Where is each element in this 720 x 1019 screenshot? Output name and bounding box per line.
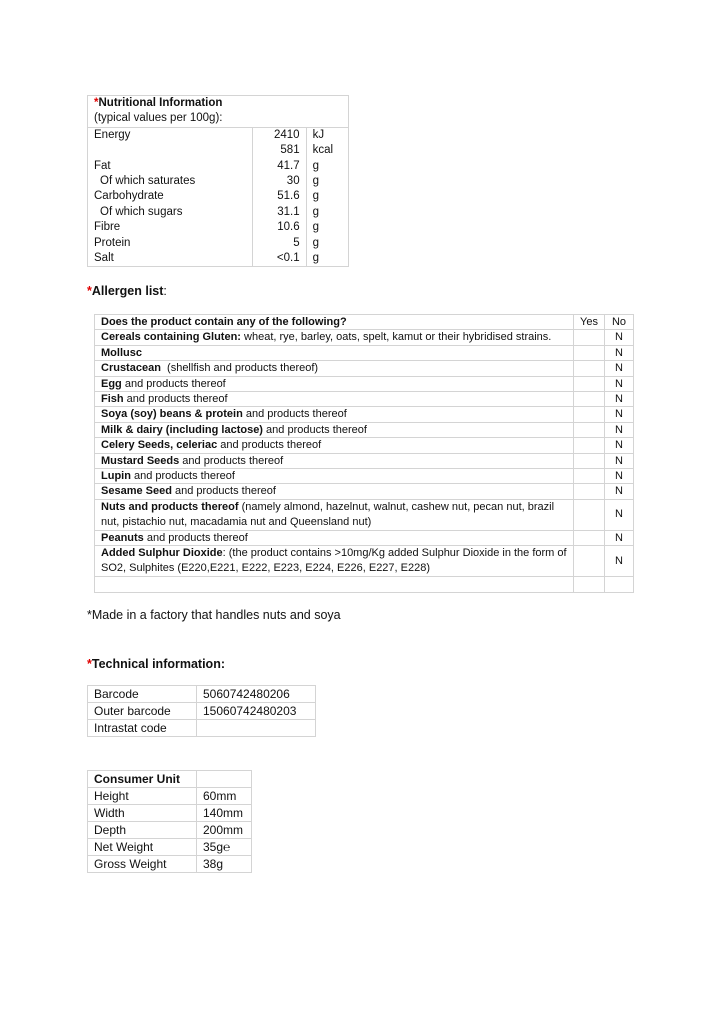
- technical-heading-text: Technical information:: [91, 657, 225, 671]
- technical-value: [197, 720, 316, 737]
- allergen-heading-colon: :: [163, 284, 167, 298]
- allergen-header-row: [95, 315, 634, 330]
- allergen-no: N: [605, 546, 634, 577]
- nutrient-unit: g: [306, 189, 348, 204]
- allergen-detail: and products thereof: [179, 454, 284, 467]
- allergen-row: [95, 453, 634, 468]
- allergen-row: [95, 345, 634, 360]
- allergen-yes: [574, 499, 605, 530]
- allergen-name: Crustacean: [101, 362, 161, 375]
- allergen-detail: and products thereof: [143, 531, 248, 544]
- allergen-row: [95, 484, 634, 499]
- nutrient-label: Fibre: [88, 220, 253, 235]
- allergen-no: N: [605, 330, 634, 345]
- nutrient-label: Energy: [88, 127, 253, 143]
- nutrient-label: [88, 143, 253, 158]
- allergen-yes: [574, 469, 605, 484]
- allergen-no: N: [605, 361, 634, 376]
- allergen-yes: [574, 422, 605, 437]
- nutrient-unit: kJ: [306, 127, 348, 143]
- allergen-name: Sesame Seed: [101, 485, 172, 498]
- nutrient-value: 31.1: [252, 205, 306, 220]
- allergen-yes: [574, 361, 605, 376]
- allergen-name: Cereals containing Gluten:: [101, 331, 241, 344]
- factory-note: *Made in a factory that handles nuts and soya: [87, 608, 341, 622]
- allergen-item: [95, 577, 574, 592]
- technical-row: [88, 686, 316, 703]
- technical-key: Barcode: [88, 686, 197, 703]
- nutrition-row: [88, 143, 349, 158]
- allergen-row: [95, 361, 634, 376]
- allergen-row: [95, 330, 634, 345]
- nutrient-label: Fat: [88, 159, 253, 174]
- nutrient-value: 581: [252, 143, 306, 158]
- consumer-key: Gross Weight: [88, 856, 197, 873]
- consumer-value: 200mm: [197, 822, 252, 839]
- allergen-row: [95, 530, 634, 545]
- nutrient-value: 5: [252, 236, 306, 251]
- nutrient-value: 30: [252, 174, 306, 189]
- consumer-value: 140mm: [197, 805, 252, 822]
- consumer-title-row: [88, 771, 252, 788]
- allergen-no: N: [605, 484, 634, 499]
- allergen-detail: and products thereof: [123, 393, 228, 406]
- allergen-table: [94, 314, 634, 593]
- technical-rows: [88, 686, 316, 737]
- allergen-item: [95, 376, 574, 391]
- allergen-name: Celery Seeds, celeriac: [101, 439, 218, 452]
- allergen-item: [95, 469, 574, 484]
- allergen-question: Does the product contain any of the following?: [101, 316, 347, 328]
- no-column-header: No: [605, 315, 634, 330]
- allergen-item: [95, 330, 574, 345]
- nutrient-value: 41.7: [252, 159, 306, 174]
- consumer-row: [88, 822, 252, 839]
- allergen-no: N: [605, 407, 634, 422]
- allergen-row: [95, 438, 634, 453]
- nutrition-row: [88, 205, 349, 220]
- consumer-key: Width: [88, 805, 197, 822]
- allergen-detail: (shellfish and products thereof): [160, 362, 319, 375]
- allergen-detail: and products thereof: [262, 423, 367, 436]
- nutrition-table: [87, 95, 349, 267]
- allergen-name: Fish: [101, 393, 124, 406]
- allergen-no: N: [605, 438, 634, 453]
- consumer-key: Depth: [88, 822, 197, 839]
- nutrition-row: [88, 251, 349, 267]
- consumer-unit-table: [87, 770, 252, 873]
- allergen-yes: [574, 577, 605, 592]
- consumer-row: [88, 839, 252, 856]
- yes-column-header: Yes: [574, 315, 605, 330]
- allergen-name: Milk & dairy (including lactose): [101, 423, 263, 436]
- allergen-heading-text: Allergen list: [91, 284, 164, 298]
- allergen-item: [95, 499, 574, 530]
- allergen-name: Peanuts: [101, 531, 144, 544]
- allergen-item: [95, 407, 574, 422]
- nutrition-title: Nutritional Information: [98, 97, 223, 109]
- technical-table: [87, 685, 316, 737]
- allergen-yes: [574, 392, 605, 407]
- allergen-detail: and products thereof: [171, 485, 276, 498]
- consumer-value: 35g℮: [197, 839, 252, 856]
- consumer-value: 60mm: [197, 788, 252, 805]
- required-asterisk: *: [87, 657, 92, 671]
- allergen-item: [95, 530, 574, 545]
- allergen-detail: : (the product contains >10mg/Kg added Sulphur Dioxide in the form of SO2, Sulphites (E220,E221, E222, E223, E224, E226, E227, E228): [101, 547, 570, 575]
- allergen-item: [95, 438, 574, 453]
- technical-key: Intrastat code: [88, 720, 197, 737]
- allergen-row: [95, 422, 634, 437]
- allergen-name: Mustard Seeds: [101, 454, 180, 467]
- allergen-name: Added Sulphur Dioxide: [101, 547, 223, 560]
- allergen-item: [95, 546, 574, 577]
- allergen-detail: and products thereof: [121, 377, 226, 390]
- nutrition-subtitle-row: [88, 111, 349, 127]
- allergen-heading: [87, 284, 167, 298]
- nutrient-unit: kcal: [306, 143, 348, 158]
- allergen-yes: [574, 530, 605, 545]
- allergen-name: Egg: [101, 377, 122, 390]
- nutrient-value: 2410: [252, 127, 306, 143]
- consumer-rows: [88, 788, 252, 873]
- nutrient-value: 51.6: [252, 189, 306, 204]
- consumer-key: Height: [88, 788, 197, 805]
- nutrition-title-row: [88, 96, 349, 112]
- allergen-yes: [574, 484, 605, 499]
- allergen-no: N: [605, 422, 634, 437]
- nutrition-row: [88, 127, 349, 143]
- allergen-name: Soya (soy) beans & protein: [101, 408, 243, 421]
- allergen-detail: (namely almond, hazelnut, walnut, cashew nut, pecan nut, brazil nut, pistachio nut, macadamia nut and Queensland nut): [101, 500, 558, 528]
- nutrition-row: [88, 189, 349, 204]
- consumer-row: [88, 788, 252, 805]
- allergen-no: [605, 577, 634, 592]
- nutrition-row: [88, 220, 349, 235]
- nutrition-row: [88, 174, 349, 189]
- allergen-row: [95, 392, 634, 407]
- allergen-no: N: [605, 499, 634, 530]
- technical-row: [88, 703, 316, 720]
- allergen-no: N: [605, 392, 634, 407]
- nutrient-unit: g: [306, 159, 348, 174]
- technical-value: 5060742480206: [197, 686, 316, 703]
- nutrition-rows: [88, 127, 349, 267]
- allergen-row: [95, 577, 634, 592]
- allergen-detail: and products thereof: [130, 470, 235, 483]
- nutrient-unit: g: [306, 251, 348, 267]
- allergen-item: [95, 422, 574, 437]
- technical-row: [88, 720, 316, 737]
- technical-key: Outer barcode: [88, 703, 197, 720]
- consumer-key: Net Weight: [88, 839, 197, 856]
- consumer-value: 38g: [197, 856, 252, 873]
- allergen-yes: [574, 407, 605, 422]
- allergen-name: Nuts and products thereof: [101, 500, 239, 513]
- allergen-item: [95, 392, 574, 407]
- nutrition-subtitle: (typical values per 100g):: [88, 111, 349, 127]
- nutrient-label: Of which saturates: [88, 174, 253, 189]
- allergen-yes: [574, 376, 605, 391]
- technical-value: 15060742480203: [197, 703, 316, 720]
- allergen-yes: [574, 546, 605, 577]
- allergen-row: [95, 376, 634, 391]
- allergen-yes: [574, 330, 605, 345]
- nutrient-label: Salt: [88, 251, 253, 267]
- allergen-row: [95, 499, 634, 530]
- nutrient-value: <0.1: [252, 251, 306, 267]
- allergen-no: N: [605, 345, 634, 360]
- consumer-unit-title: Consumer Unit: [94, 772, 181, 786]
- nutrient-value: 10.6: [252, 220, 306, 235]
- allergen-row: [95, 469, 634, 484]
- allergen-row: [95, 546, 634, 577]
- allergen-detail: and products thereof: [217, 439, 322, 452]
- allergen-detail: wheat, rye, barley, oats, spelt, kamut or their hybridised strains.: [240, 331, 552, 344]
- allergen-row: [95, 407, 634, 422]
- nutrient-label: Protein: [88, 236, 253, 251]
- allergen-name: Mollusc: [101, 346, 142, 359]
- allergen-rows: [95, 330, 634, 592]
- nutrient-label: Of which sugars: [88, 205, 253, 220]
- allergen-yes: [574, 345, 605, 360]
- nutrient-unit: g: [306, 236, 348, 251]
- nutrition-row: [88, 159, 349, 174]
- allergen-no: N: [605, 453, 634, 468]
- allergen-name: Lupin: [101, 470, 131, 483]
- nutrient-unit: g: [306, 220, 348, 235]
- allergen-yes: [574, 438, 605, 453]
- allergen-item: [95, 361, 574, 376]
- allergen-item: [95, 484, 574, 499]
- allergen-no: N: [605, 530, 634, 545]
- allergen-item: [95, 453, 574, 468]
- allergen-no: N: [605, 469, 634, 484]
- technical-heading: [87, 657, 225, 671]
- allergen-item: [95, 345, 574, 360]
- nutrition-row: [88, 236, 349, 251]
- nutrient-unit: g: [306, 174, 348, 189]
- required-asterisk: *: [94, 97, 99, 109]
- consumer-row: [88, 805, 252, 822]
- allergen-detail: and products thereof: [242, 408, 347, 421]
- allergen-yes: [574, 453, 605, 468]
- nutrient-label: Carbohydrate: [88, 189, 253, 204]
- consumer-row: [88, 856, 252, 873]
- allergen-no: N: [605, 376, 634, 391]
- nutrient-unit: g: [306, 205, 348, 220]
- required-asterisk: *: [87, 284, 92, 298]
